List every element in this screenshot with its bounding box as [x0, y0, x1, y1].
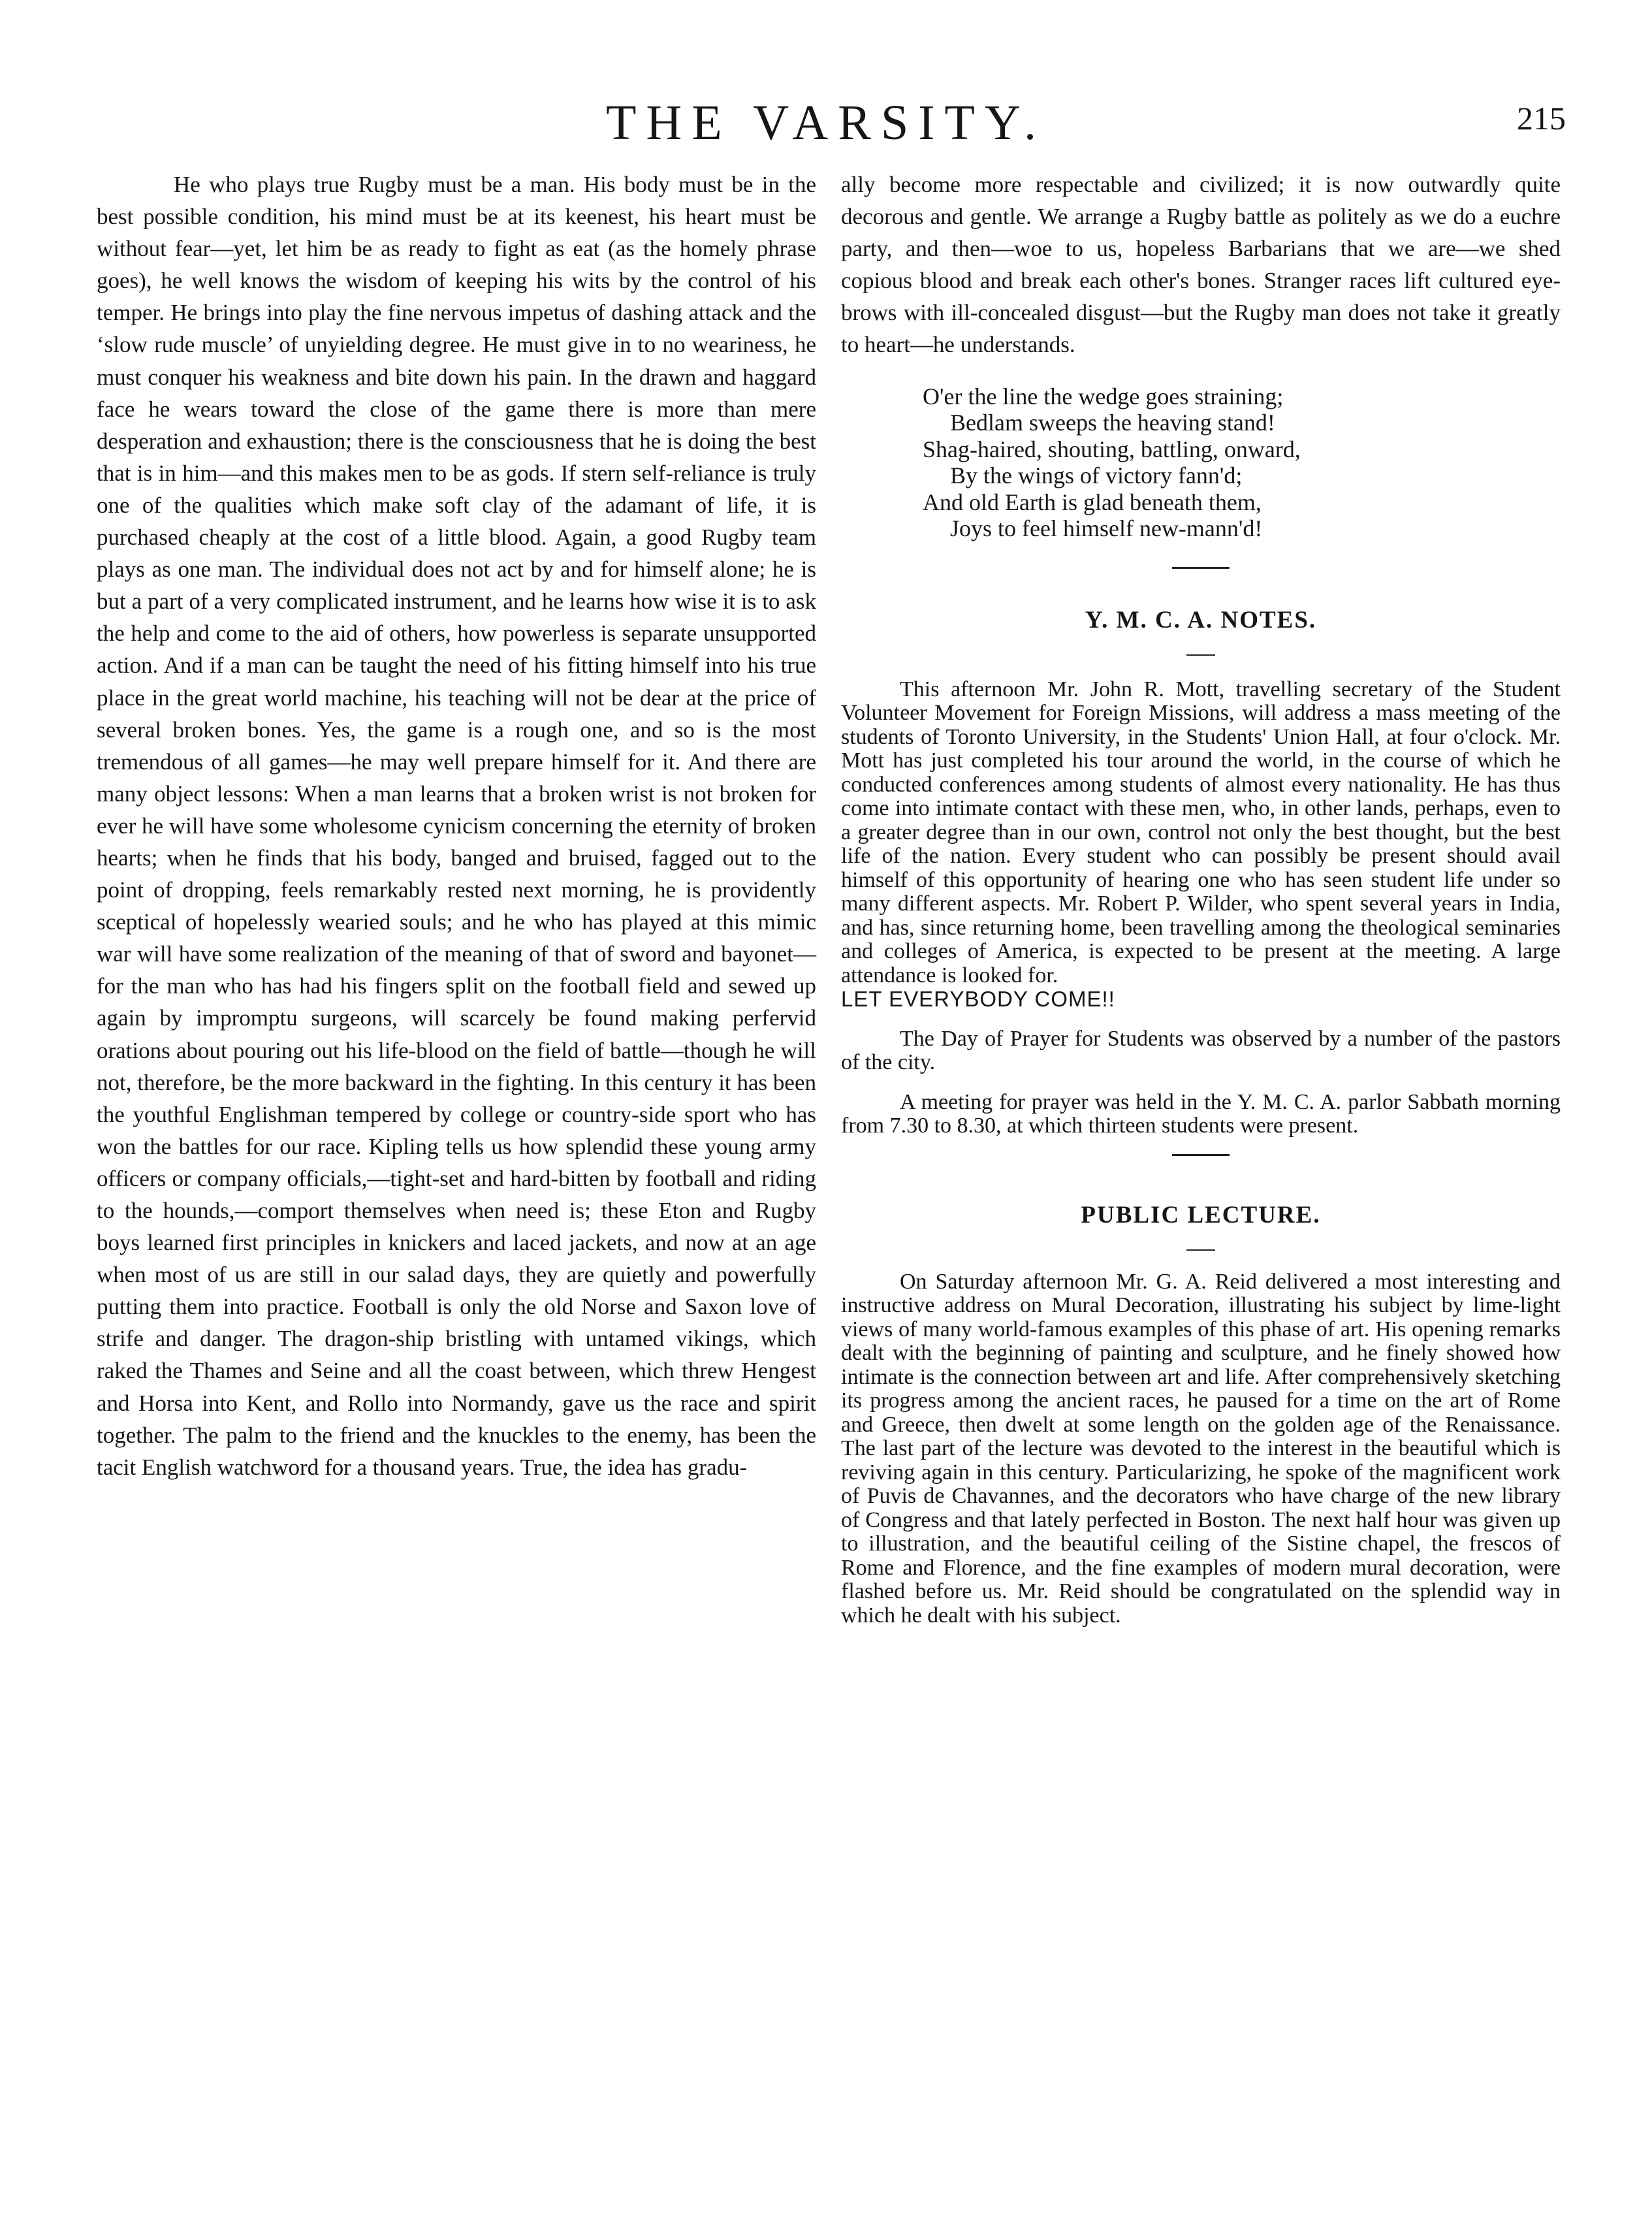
poem-stanza [841, 383, 1561, 542]
public-lecture-body [841, 1270, 1561, 1628]
ymca-paragraph: This afternoon Mr. John R. Mott, travelling secretary of the Student Volunteer Movement for Foreign Missions, will address a mass meeting of the students of Toronto University, in the Students' Union Hall, at four o'clock. Mr. Mott has just completed his tour around the world, in the course of which he conducted conferences among students of almost every nationality. He has thus come into intimate contact with these men, who, in other lands, perhaps, even to a greater degree than in our own, control not only the best thought, but the best life of the nation. Every student who can possibly be present should avail himself of this opportunity of hearing one who has seen student life under so many different aspects. Mr. Robert P. Wilder, who spent several years in India, and has, since returning home, been travelling among the theological seminaries and colleges of America, is expected to be present at the meeting. A large attendance is looked for. [841, 677, 1561, 987]
poem-line: Joys to feel himself new-mann'd! [950, 515, 1263, 542]
ymca-paragraph: A meeting for prayer was held in the Y. M. C. A. parlor Sabbath morning from 7.30 to 8.30, at which thirteen students were present. [841, 1089, 1561, 1138]
ymca-notes-body [841, 678, 1561, 1138]
rugby-article [97, 169, 816, 1483]
lecture-paragraph: On Saturday afternoon Mr. G. A. Reid delivered a most interesting and instructive address on Mural Decoration, illustrating his subject by lime-light views of many world-famous examples of this phase of art. His opening remarks dealt with the beginning of painting and sculpture, and he finely showed how intimate is the connection between art and life. After comprehensively sketching its progress among the ancient races, he paused for a time on the art of Rome and Greece, then dwelt at some length on the golden age of the Renaissance. The last part of the lecture was devoted to the interest in the beautiful which is reviving again in this century. Particularizing, he spoke of the magnificent work of Puvis de Chavannes, and the decorators who have charge of the new library of Congress and that lately perfected in Boston. The next half hour was given up to illustration, and the beautiful ceiling of the Sistine chapel, the frescos of Rome and Florence, and the fine examples of modern mural decoration, were flashed before us. Mr. Reid should be congratulated on the splendid way in which he dealt with his subject. [841, 1269, 1561, 1628]
poem-line: And old Earth is glad beneath them, [923, 489, 1262, 515]
public-lecture-heading: PUBLIC LECTURE. [1081, 1201, 1321, 1228]
rugby-continuation-paragraph: ally become more respectable and civilized; it is now outwardly quite decorous and gentle. We arrange a Rugby battle as politely as we do a euchre party, and then—woe to us, hopeless Barbarians that we are—we shed copious blood and break each other's bones. Stranger races lift cultured eye-brows with ill-concealed disgust—but the Rugby man does not take it greatly to heart—he understands. [841, 172, 1561, 358]
page-number: 215 [1517, 100, 1566, 136]
rugby-paragraph: He who plays true Rugby must be a man. His body must be in the best possible condition, his mind must be at its keenest, his heart must be without fear—yet, let him be as ready to fight as eat (as the homely phrase goes), he well knows the wisdom of keeping his wits by the control of his temper. He brings into play the fine nervous impetus of dashing attack and the ‘slow rude muscle’ of unyielding degree. He must give in to no weariness, he must conquer his weakness and bite down his pain. In the drawn and haggard face he wears toward the close of the game there is more than mere desperation and exhaustion; there is the consciousness that he is doing the best that is in him—and this makes men to be as gods. If stern self-reliance is truly one of the qualities which make soft clay of the adamant of life, it is purchased cheaply at the cost of a little blood. Again, a good Rugby team plays as one man. The individual does not act by and for himself alone; he is but a part of a very complicated instrument, and he learns how wise it is to ask the help and come to the aid of others, how powerless is separate unsupported action. And if a man can be taught the need of his fitting himself into his true place in the great world machine, his teaching will not be dear at the price of several broken bones. Yes, the game is a rough one, and so is the most tremendous of all games—he may well prepare himself for it. And there are many object lessons: When a man learns that a broken wrist is not broken for ever he will have some wholesome cynicism concerning the eternity of broken hearts; when he finds that his body, banged and bruised, fagged out to the point of dropping, feels remarkably rested next morning, he is providently sceptical of hopelessly wearied souls; and he who has played at this mimic war will have some realization of the meaning of that of sword and bayonet—for the man who has had his fingers split on the football field and sewed up again by impromptu surgeons, will scarcely be found making perfervid orations about pouring out his life-blood on the field of battle—though he will not, therefore, be the more backward in the fighting. In this century it has been the youthful Englishman tempered by college or country-side sport who has won the battles for our race. Kipling tells us how splendid these young army officers or company officials,—tight-set and hard-bitten by football and riding to the hounds,—comport themselves when need is; these Eton and Rugby boys learned first principles in knickers and laced jackets, and now at an age when most of us are still in our salad days, they are quietly and powerfully putting them into practice. Football is only the old Norse and Saxon love of strife and danger. The dragon-ship bristling with untamed vikings, which raked the Thames and Seine and all the coast between, which threw Hengest and Horsa into Kent, and Rollo into Normandy, gave us the race and spirit together. The palm to the friend and the knuckles to the enemy, has been the tacit English watchword for a thousand years. True, the idea has gradu- [97, 172, 816, 1480]
ymca-notes-heading: Y. M. C. A. NOTES. [1085, 606, 1317, 634]
poem-line: Bedlam sweeps the heaving stand! [950, 409, 1275, 436]
ymca-callout: LET EVERYBODY COME!! [841, 987, 1115, 1012]
poem-line: By the wings of victory fann'd; [950, 462, 1243, 489]
poem-line: Shag-haired, shouting, battling, onward, [923, 436, 1301, 462]
poem-line: O'er the line the wedge goes straining; [923, 383, 1284, 409]
masthead-title: THE VARSITY. [605, 95, 1047, 150]
right-column [841, 169, 1561, 1643]
ymca-paragraph: The Day of Prayer for Students was observed by a number of the pastors of the city. [841, 1026, 1561, 1075]
left-column [97, 169, 816, 1483]
rugby-article-continuation [841, 169, 1561, 361]
